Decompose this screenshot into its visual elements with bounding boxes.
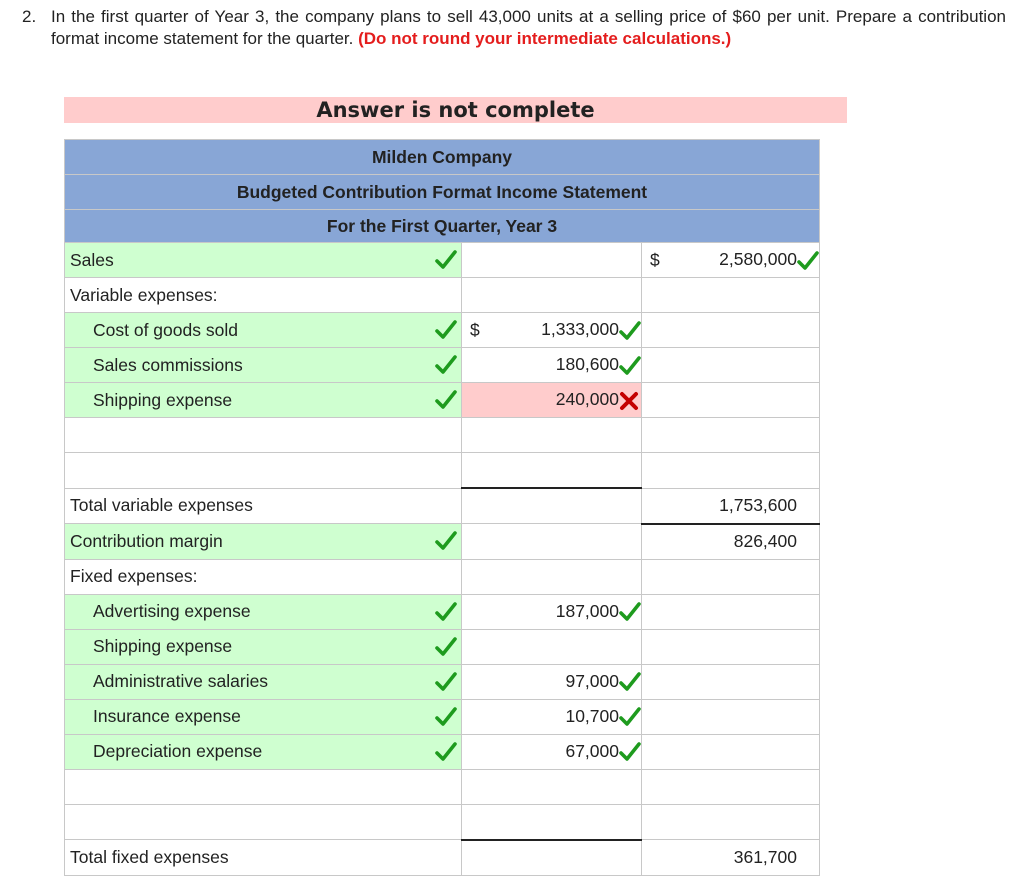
amount-input[interactable] [462, 734, 642, 769]
line-item-amount: 97,000 [565, 670, 619, 691]
incorrect-x-icon [619, 391, 637, 411]
check-icon [619, 742, 637, 762]
total-variable-amount: 1,753,600 [719, 495, 797, 515]
currency-symbol: $ [470, 320, 480, 340]
check-icon [435, 355, 457, 375]
table-row [65, 418, 820, 453]
line-item-label: Administrative salaries [93, 671, 269, 691]
check-icon [435, 390, 457, 410]
line-item-label: Insurance expense [93, 706, 241, 726]
check-icon [619, 672, 637, 692]
table-row [65, 243, 820, 278]
amount-input[interactable] [462, 348, 642, 383]
table-row [65, 488, 820, 524]
amount-input[interactable] [462, 313, 642, 348]
statement-title: Budgeted Contribution Format Income Statement [65, 175, 820, 210]
table-row [65, 594, 820, 629]
table-row [65, 629, 820, 664]
sales-total: 2,580,000 [719, 249, 797, 270]
question-text: In the first quarter of Year 3, the company plans to sell 43,000 units at a selling price of $60 per unit. Prepare a contribution format income statement for the quarter. [51, 7, 1006, 48]
check-icon [619, 602, 637, 622]
company-name: Milden Company [65, 140, 820, 175]
table-row [65, 699, 820, 734]
table-row [65, 664, 820, 699]
line-item-label: Shipping expense [93, 636, 233, 656]
table-row [65, 278, 820, 313]
sales-label-cell[interactable] [65, 243, 462, 278]
check-icon [435, 742, 457, 762]
amount-input[interactable] [462, 664, 642, 699]
table-row [65, 348, 820, 383]
income-statement-table [64, 139, 820, 876]
line-item-amount: 1,333,000 [541, 319, 619, 340]
check-icon [435, 707, 457, 727]
check-icon [619, 356, 637, 376]
table-row [65, 734, 820, 769]
table-row [65, 453, 820, 489]
label-cell[interactable] [65, 699, 462, 734]
check-icon [619, 321, 637, 341]
line-item-amount: 240,000 [555, 389, 619, 410]
contribution-cell[interactable] [642, 524, 820, 560]
statement-period: For the First Quarter, Year 3 [65, 210, 820, 243]
line-item-label: Shipping expense [93, 389, 233, 410]
question-text-block [51, 6, 1006, 49]
amount-input[interactable] [462, 699, 642, 734]
check-icon [435, 250, 457, 270]
contribution-amount: 826,400 [733, 531, 797, 551]
table-row [65, 769, 820, 804]
variable-expenses-header: Variable expenses: [65, 278, 462, 313]
line-item-label: Cost of goods sold [93, 319, 238, 340]
label-cell[interactable] [65, 313, 462, 348]
amount-input[interactable] [462, 629, 642, 664]
table-row [65, 840, 820, 876]
total-variable-cell[interactable] [642, 488, 820, 524]
label-cell[interactable] [65, 348, 462, 383]
label-cell[interactable] [65, 594, 462, 629]
total-variable-label: Total variable expenses [65, 488, 462, 524]
total-fixed-amount: 361,700 [733, 846, 797, 867]
sales-label: Sales [70, 249, 114, 270]
check-icon [435, 531, 457, 551]
fixed-expenses-header: Fixed expenses: [65, 559, 462, 594]
amount-input[interactable] [462, 383, 642, 418]
question-number: 2. [22, 7, 37, 26]
amount-input[interactable] [462, 594, 642, 629]
line-item-amount: 10,700 [565, 705, 619, 726]
line-item-amount: 180,600 [555, 354, 619, 375]
check-icon [435, 672, 457, 692]
line-item-label: Depreciation expense [93, 741, 263, 761]
table-row [65, 804, 820, 840]
question-note: (Do not round your intermediate calculations.) [358, 28, 732, 48]
table-row [65, 313, 820, 348]
label-cell[interactable] [65, 383, 462, 418]
check-icon [619, 707, 637, 727]
currency-symbol: $ [650, 250, 660, 270]
total-fixed-cell[interactable] [642, 840, 820, 876]
label-cell[interactable] [65, 734, 462, 769]
contribution-label: Contribution margin [70, 530, 223, 551]
check-icon [797, 251, 815, 271]
total-fixed-label: Total fixed expenses [65, 840, 462, 876]
line-item-amount: 67,000 [565, 740, 619, 761]
line-item-label: Sales commissions [93, 354, 243, 375]
contribution-label-cell[interactable] [65, 524, 462, 560]
check-icon [435, 602, 457, 622]
sales-amount-input[interactable] [462, 243, 642, 278]
check-icon [435, 320, 457, 340]
table-row [65, 559, 820, 594]
label-cell[interactable] [65, 664, 462, 699]
answer-status-banner: Answer is not complete [64, 97, 847, 123]
label-cell[interactable] [65, 629, 462, 664]
line-item-amount: 187,000 [555, 600, 619, 621]
sales-total-cell[interactable] [642, 243, 820, 278]
table-row [65, 524, 820, 560]
table-row [65, 383, 820, 418]
check-icon [435, 637, 457, 657]
line-item-label: Advertising expense [93, 601, 251, 621]
